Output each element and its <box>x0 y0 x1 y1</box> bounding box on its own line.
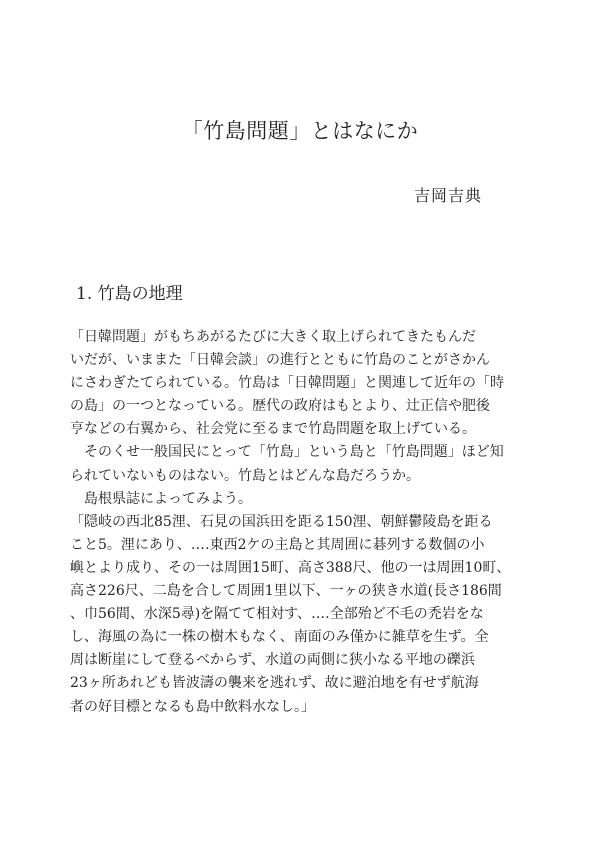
body-line: 嶼とより成り、その一は周囲15町、高さ388尺、他の一は周囲10町、 <box>70 559 511 576</box>
body-line: いだが、いままた「日韓会談」の進行とともに竹島のことがさかん <box>70 352 490 369</box>
body-line: 島根県誌によってみよう。 <box>70 490 252 507</box>
body-line: 「日韓問題」がもちあがるたびに大きく取上げられてきたもんだ <box>70 329 476 345</box>
body-line: 「隠岐の西北85浬、石見の国浜田を距る150浬、朝鮮鬱陵島を距る <box>70 513 493 530</box>
body-line: られていないものはない。竹島とはどんな島だろうか。 <box>70 467 420 484</box>
author-name: 吉岡吉典 <box>413 186 482 205</box>
body-line: 亨などの右翼から、社会党に至るまで竹島問題を取上げている。 <box>70 421 476 438</box>
body-line: 高さ226尺、二島を合して周囲1里以下、一ヶの狭き水道(長さ186間 <box>70 583 502 600</box>
section-heading: 1. 竹島の地理 <box>76 284 183 304</box>
body-line: 、巾56間、水深5尋)を隔てて相対す、‥‥全部殆ど不毛の禿岩をな <box>70 606 484 623</box>
body-text <box>70 326 540 719</box>
body-line: そのくせ一般国民にとって「竹島」という島と「竹島問題」ほど知 <box>70 444 504 461</box>
body-line: 23ヶ所あれども皆波濤の襲来を逃れず、故に避泊地を有せず航海 <box>70 675 479 692</box>
body-line: し、海風の為に一株の樹木もなく、南面のみ僅かに雑草を生ず。全 <box>70 629 489 646</box>
body-line: こと5。浬にあり、‥‥東西2ケの主島と其周囲に碁列する数個の小 <box>70 536 485 553</box>
page-title: 「竹島問題」とはなにか <box>181 119 419 143</box>
body-line: の島」の一つとなっている。歴代の政府はもとより、辻正信や肥後 <box>70 398 490 415</box>
body-line: 周は断崖にして登るべからず、水道の両側に狭小なる平地の礫浜 <box>70 652 475 669</box>
body-line: にさわぎたてられている。竹島は「日韓問題」と関連して近年の「時 <box>70 375 504 392</box>
body-line: 者の好目標となるも島中飲料水なし。」 <box>70 698 315 715</box>
